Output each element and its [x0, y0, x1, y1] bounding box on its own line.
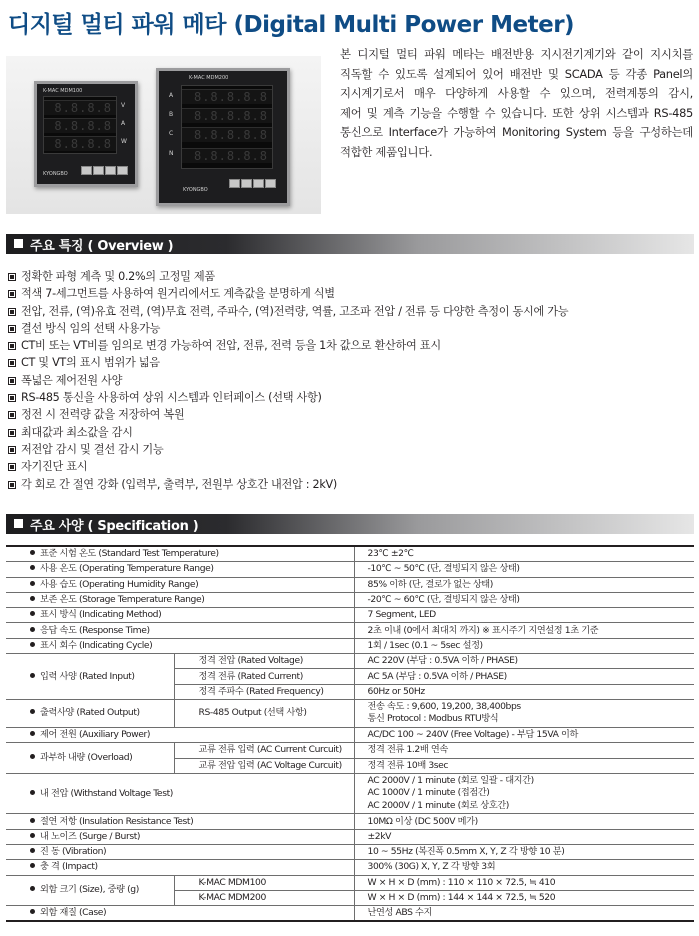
list-item: 정확한 파형 계측 및 0.2%의 고정밀 제품: [8, 268, 568, 285]
spec-value: 전송 속도 : 9,600, 19,200, 38,400bps 통신 Protocol : Modbus RTU방식: [354, 699, 694, 727]
square-bullet-icon: [14, 239, 23, 248]
meter-large-unit-b: B: [169, 111, 174, 118]
meter-small-button: [105, 166, 116, 175]
list-item: 결선 방식 임의 선택 사용가능: [8, 320, 568, 337]
table-row: [6, 699, 694, 727]
spec-item: 표준 시험 온도 (Standard Test Temperature): [6, 546, 354, 562]
square-bullet-icon: [8, 359, 16, 367]
table-row: [6, 773, 694, 814]
table-row: [6, 743, 694, 758]
spec-value: 85% 이하 (단, 결로가 없는 상태): [354, 577, 694, 592]
spec-value: AC 220V (부담 : 0.5VA 이하 / PHASE): [354, 654, 694, 669]
table-row: [6, 875, 694, 890]
spec-value: 60Hz or 50Hz: [354, 684, 694, 699]
spec-item: 제어 전원 (Auxiliary Power): [6, 727, 354, 742]
bullet-dot-icon: [30, 909, 35, 914]
square-bullet-icon: [8, 481, 16, 489]
spec-value: AC/DC 100 ~ 240V (Free Voltage) - 부담 15VA 이하: [354, 727, 694, 742]
spec-item: 표시 회수 (Indicating Cycle): [6, 638, 354, 653]
spec-value: 300% (30G) X, Y, Z 각 방향 3회: [354, 860, 694, 875]
spec-item: 출력사양 (Rated Output): [6, 699, 174, 727]
spec-value: ±2kV: [354, 829, 694, 844]
bullet-dot-icon: [30, 596, 35, 601]
list-item: 저전압 감시 및 결선 감시 기능: [8, 441, 568, 458]
meter-large-screen: 8.8.8.8.8 8.8.8.8.8 8.8.8.8.8 8.8.8.8.8: [181, 85, 273, 169]
table-row: [6, 623, 694, 638]
spec-heading: 주요 사양 ( Specification ): [30, 519, 199, 534]
list-item: 전압, 전류, (역)유효 전력, (역)무효 전력, 주파수, (역)전력량, 역률, 고조파 전압 / 전류 등 다양한 측정이 동시에 가능: [8, 303, 568, 320]
bullet-dot-icon: [30, 848, 35, 853]
spec-value: W × H × D (mm) : 144 × 144 × 72.5, ≒ 520: [354, 890, 694, 905]
overview-heading-bar: [6, 234, 694, 254]
meter-small-button: [117, 166, 128, 175]
spec-value: AC 5A (부담 : 0.5VA 이하 / PHASE): [354, 669, 694, 684]
bullet-dot-icon: [30, 818, 35, 823]
table-row: [6, 562, 694, 577]
bullet-dot-icon: [30, 709, 35, 714]
square-bullet-icon: [8, 377, 16, 385]
spec-item: 응답 속도 (Response Time): [6, 623, 354, 638]
square-bullet-icon: [8, 325, 16, 333]
spec-sub-item: 정격 주파수 (Rated Frequency): [174, 684, 354, 699]
spec-sub-item: K-MAC MDM200: [174, 890, 354, 905]
square-bullet-icon: [8, 411, 16, 419]
product-photo: [6, 56, 321, 214]
table-row: [6, 814, 694, 829]
meter-small-screen: 8.8.8.8 8.8.8.8 8.8.8.8: [43, 96, 117, 154]
bullet-dot-icon: [30, 863, 35, 868]
spec-value: -20℃ ~ 60℃ (단, 결빙되지 않은 상태): [354, 592, 694, 607]
square-bullet-icon: [8, 273, 16, 281]
meter-small-unit-v: V: [121, 102, 126, 109]
intro-line: 직독할 수 있도록 설계되어 있어 배전반 및 SCADA 등 각종 Panel의: [340, 66, 694, 81]
square-bullet-icon: [8, 394, 16, 402]
meter-small-unit-w: W: [121, 138, 127, 145]
meter-large-unit-c: C: [169, 130, 174, 137]
square-bullet-icon: [8, 308, 16, 316]
spec-value: 난연성 ABS 수지: [354, 906, 694, 922]
meter-large-image: [156, 68, 290, 206]
page-title: 디지털 멀티 파워 메타 (Digital Multi Power Meter): [8, 12, 575, 38]
intro-line: 적합한 제품입니다.: [340, 144, 433, 159]
spec-value: 1회 / 1sec (0.1 ~ 5sec 설정): [354, 638, 694, 653]
spec-sub-item: K-MAC MDM100: [174, 875, 354, 890]
table-row: [6, 592, 694, 607]
meter-large-model: K-MAC MDM200: [189, 75, 229, 81]
table-row: [6, 546, 694, 562]
table-row: [6, 860, 694, 875]
spec-item: 내 전압 (Withstand Voltage Test): [6, 773, 354, 814]
meter-large-button: [241, 179, 252, 188]
spec-value: 10 ~ 55Hz (복진폭 0.5mm X, Y, Z 각 방향 10 분): [354, 844, 694, 859]
spec-value: AC 2000V / 1 minute (회로 일괄 - 대지간) AC 1000V / 1 minute (접점간) AC 2000V / 1 minute (회로 상호간): [354, 773, 694, 814]
bullet-dot-icon: [30, 886, 35, 891]
table-row: [6, 844, 694, 859]
spec-item: 내 노이즈 (Surge / Burst): [6, 829, 354, 844]
table-row: [6, 608, 694, 623]
list-item: 정전 시 전력량 값을 저장하여 복원: [8, 406, 568, 423]
meter-large-brand: KYONGBO: [183, 187, 208, 193]
table-row: [6, 577, 694, 592]
spec-sub-item: RS-485 Output (선택 사항): [174, 699, 354, 727]
spec-sub-item: 정격 전류 (Rated Current): [174, 669, 354, 684]
bullet-dot-icon: [30, 565, 35, 570]
spec-item: 사용 습도 (Operating Humidity Range): [6, 577, 354, 592]
meter-large-unit-a: A: [169, 92, 174, 99]
meter-small-button: [93, 166, 104, 175]
spec-heading-bar: [6, 514, 694, 534]
meter-small-model: K-MAC MDM100: [43, 88, 83, 94]
intro-line: 통신으로 Interface가 가능하여 Monitoring System 등을 구성하는데: [340, 125, 693, 139]
list-item: CT 및 VT의 표시 범위가 넓음: [8, 354, 568, 371]
spec-item: 표시 방식 (Indicating Method): [6, 608, 354, 623]
spec-item: 진 동 (Vibration): [6, 844, 354, 859]
list-item: 각 회로 간 절연 강화 (입력부, 출력부, 전원부 상호간 내전압 : 2kV): [8, 476, 568, 493]
list-item: 자기진단 표시: [8, 458, 568, 475]
bullet-dot-icon: [30, 754, 35, 759]
bullet-dot-icon: [30, 790, 35, 795]
spec-item: 과부하 내량 (Overload): [6, 743, 174, 774]
table-row: [6, 906, 694, 922]
square-bullet-icon: [8, 463, 16, 471]
intro-line: 지시계기로서 매우 다양하게 사용할 수 있으며, 전력계통의 감시,: [340, 86, 693, 100]
meter-large-button: [265, 179, 276, 188]
spec-item: 사용 온도 (Operating Temperature Range): [6, 562, 354, 577]
spec-sub-item: 교류 전압 입력 (AC Voltage Curcuit): [174, 758, 354, 773]
spec-value: -10℃ ~ 50℃ (단, 결빙되지 않은 상태): [354, 562, 694, 577]
spec-item: 입력 사양 (Rated Input): [6, 654, 174, 700]
meter-large-unit-n: N: [169, 150, 174, 157]
spec-item: 절연 저항 (Insulation Resistance Test): [6, 814, 354, 829]
meter-small-unit-a: A: [121, 120, 126, 127]
list-item: CT비 또는 VT비를 임의로 변경 가능하여 전압, 전류, 전력 등을 1차 값으로 환산하여 표시: [8, 337, 568, 354]
overview-list: [8, 268, 568, 493]
square-bullet-icon: [8, 429, 16, 437]
spec-sub-item: 교류 전류 입력 (AC Current Curcuit): [174, 743, 354, 758]
list-item: RS-485 통신을 사용하여 상위 시스템과 인터페이스 (선택 사항): [8, 389, 568, 406]
square-bullet-icon: [8, 446, 16, 454]
intro-line: 본 디지털 멀티 파워 메타는 배전반용 지시전기계기와 같이 지시치를: [340, 47, 693, 61]
spec-sub-item: 정격 전압 (Rated Voltage): [174, 654, 354, 669]
meter-large-button: [253, 179, 264, 188]
spec-item: 보존 온도 (Storage Temperature Range): [6, 592, 354, 607]
spec-value: 23℃ ±2℃: [354, 546, 694, 562]
bullet-dot-icon: [30, 550, 35, 555]
bullet-dot-icon: [30, 731, 35, 736]
meter-small-image: [34, 81, 138, 187]
spec-value: W × H × D (mm) : 110 × 110 × 72.5, ≒ 410: [354, 875, 694, 890]
meter-small-brand: KYONGBO: [43, 171, 68, 177]
table-row: [6, 727, 694, 742]
intro-paragraph: [340, 45, 693, 162]
list-item: 적색 7-세그먼트를 사용하여 원거리에서도 계측값을 분명하게 식별: [8, 285, 568, 302]
table-row: [6, 654, 694, 669]
bullet-dot-icon: [30, 627, 35, 632]
bullet-dot-icon: [30, 642, 35, 647]
meter-small-button: [81, 166, 92, 175]
spec-value: 정격 전류 1.2배 연속: [354, 743, 694, 758]
spec-table: [6, 545, 694, 922]
list-item: 최대값과 최소값을 감시: [8, 424, 568, 441]
spec-item: 외함 크기 (Size), 중량 (g): [6, 875, 174, 906]
spec-value: 정격 전류 10배 3sec: [354, 758, 694, 773]
bullet-dot-icon: [30, 581, 35, 586]
square-bullet-icon: [8, 290, 16, 298]
square-bullet-icon: [14, 519, 23, 528]
spec-value: 10MΩ 이상 (DC 500V 메가): [354, 814, 694, 829]
spec-item: 충 격 (Impact): [6, 860, 354, 875]
overview-heading: 주요 특징 ( Overview ): [30, 239, 174, 254]
bullet-dot-icon: [30, 673, 35, 678]
spec-value: 7 Segment, LED: [354, 608, 694, 623]
bullet-dot-icon: [30, 611, 35, 616]
intro-line: 제어 및 계측 기능을 수행할 수 있습니다. 또한 상위 시스템과 RS-485: [340, 105, 693, 120]
list-item: 폭넓은 제어전원 사양: [8, 372, 568, 389]
bullet-dot-icon: [30, 833, 35, 838]
square-bullet-icon: [8, 342, 16, 350]
table-row: [6, 638, 694, 653]
spec-value: 2초 이내 (0에서 최대치 까지) ※ 표시주기 지연설정 1초 기준: [354, 623, 694, 638]
table-row: [6, 829, 694, 844]
meter-large-button: [229, 179, 240, 188]
spec-item: 외함 재질 (Case): [6, 906, 354, 922]
